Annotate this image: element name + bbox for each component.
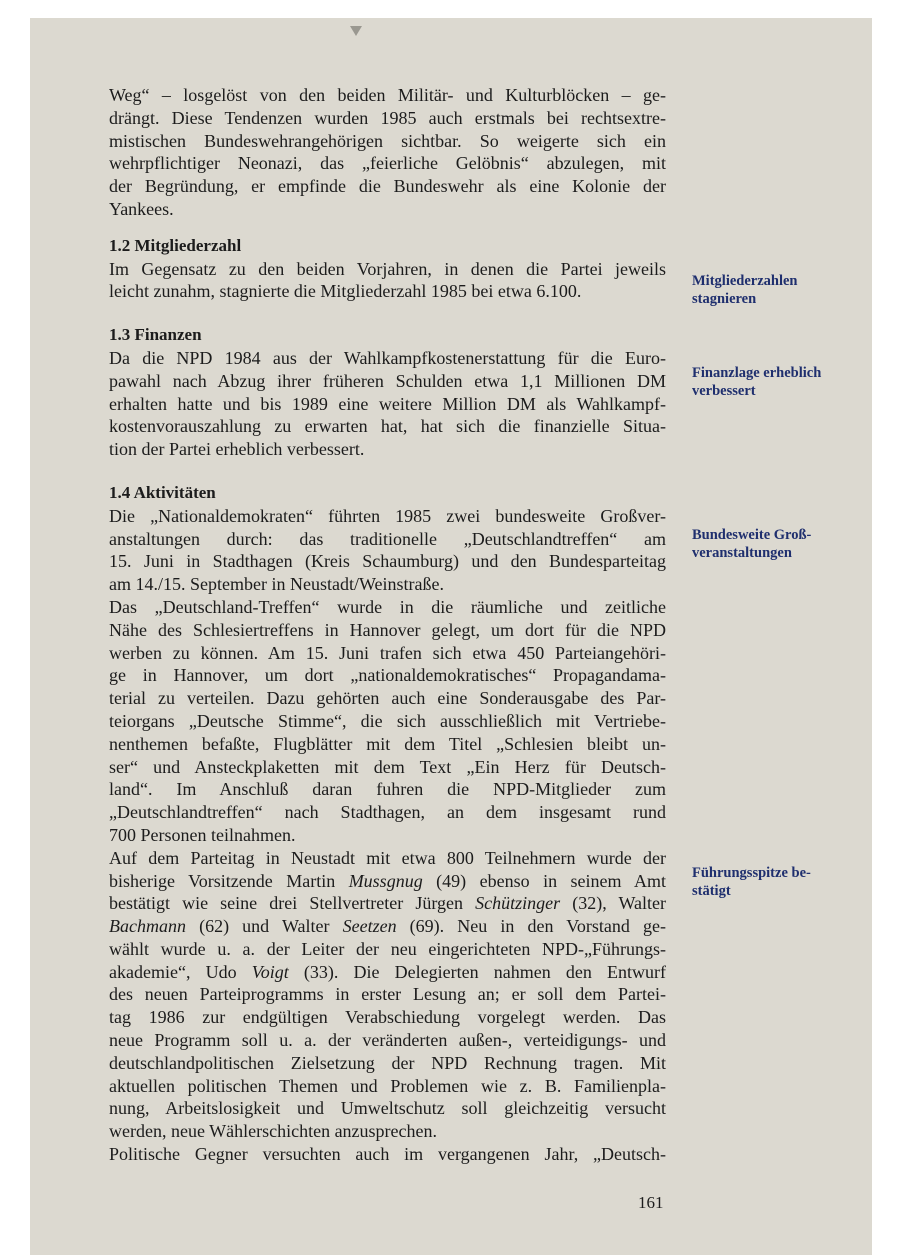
text-line: 700 Personen teilnahmen. <box>109 824 296 845</box>
page-number: 161 <box>638 1193 664 1212</box>
text-line: „Deutschlandtreffen“ nach Stadthagen, an dem insgesamt rund <box>109 802 666 823</box>
text-line: land“. Im Anschluß daran fuhren die NPD-Mitglieder zum <box>109 779 666 800</box>
text-line: Das „Deutschland-Treffen“ wurde in die räumliche und zeitliche <box>109 596 666 617</box>
person-name: Voigt <box>251 961 289 982</box>
text-line: tion der Partei erheblich verbessert. <box>109 439 365 460</box>
text-line: Nähe des Schlesiertreffens in Hannover gelegt, um dort für die NPD <box>109 619 666 640</box>
text-line: 15. Juni in Stadthagen (Kreis Schaumburg) und den Bundesparteitag <box>109 551 666 572</box>
section-title: Aktivitäten <box>133 482 216 502</box>
intro-paragraph <box>109 84 666 221</box>
text-line: Weg“ – losgelöst von den beiden Militär- und Kulturblöcken – ge- <box>109 85 666 105</box>
text-line: deutschlandpolitischen Zielsetzung der NPD Rechnung tragen. Mit <box>109 1052 666 1073</box>
text-line: aktuellen politischen Themen und Problemen wie z. B. Familienpla- <box>109 1075 666 1096</box>
section-title: Finanzen <box>134 325 202 345</box>
text-line: nung, Arbeitslosigkeit und Umweltschutz soll gleichzeitig versucht <box>109 1098 666 1119</box>
text-line: neue Programm soll u. a. der veränderten außen-, verteidigungs- und <box>109 1030 666 1051</box>
text-line: Da die NPD 1984 aus der Wahlkampfkostenerstattung für die Euro- <box>109 347 666 368</box>
text-line: leicht zunahm, stagnierte die Mitgliederzahl 1985 bei etwa 6.100. <box>109 281 582 302</box>
text-line: Bachmann (62) und Walter Seetzen (69). Neu in den Vorstand ge- <box>109 916 666 937</box>
margin-note-events: Bundesweite Groß- veranstaltungen <box>692 527 812 561</box>
text-line: wehrpflichtiger Neonazi, das „feierliche Gelöbnis“ abzulegen, mit <box>109 153 666 174</box>
margin-note-finances: Finanzlage erheblich verbessert <box>692 365 822 399</box>
section-heading <box>109 482 666 505</box>
text-line: teiorgans „Deutsche Stimme“, die sich ausschließlich mit Vertriebe- <box>109 710 666 731</box>
text-line: mistischen Bundeswehrangehörigen sichtbar. So weigerte sich ein <box>109 130 666 151</box>
section-1-4 <box>109 482 666 1166</box>
text-line: bestätigt wie seine drei Stellvertreter Jürgen Schützinger (32), Walter <box>109 893 666 914</box>
text-line: anstaltungen durch: das traditionelle „Deutschlandtreffen“ am <box>109 528 666 549</box>
text-line: nenthemen befaßte, Flugblätter mit dem Titel „Schlesien bleibt un- <box>109 733 666 754</box>
person-name: Schützinger <box>475 893 561 914</box>
section-title: Mitgliederzahl <box>134 235 242 255</box>
text-line: Yankees. <box>109 198 174 219</box>
section-number: 1.4 <box>109 482 131 502</box>
body-text <box>109 84 666 1166</box>
section-heading <box>109 235 666 258</box>
margin-note-membership: Mitgliederzahlen stagnieren <box>692 273 798 307</box>
margin-note-leadership: Führungsspitze be- stätigt <box>692 865 811 899</box>
text-line: akademie“, Udo Voigt (33). Die Delegierten nahmen den Entwurf <box>109 961 666 982</box>
fold-mark <box>350 26 362 36</box>
text-line: wählt wurde u. a. der Leiter der neu eingerichteten NPD-„Führungs- <box>109 938 666 959</box>
section-1-2 <box>109 235 666 303</box>
text-line: drängt. Diese Tendenzen wurden 1985 auch erstmals bei rechtsextre- <box>109 107 666 128</box>
person-name: Bachmann <box>109 916 186 937</box>
text-line: der Begründung, er empfinde die Bundeswehr als eine Kolonie der <box>109 176 666 197</box>
person-name: Mussgnug <box>348 870 423 891</box>
text-line: erhalten hatte und bis 1989 eine weitere Million DM als Wahlkampf- <box>109 393 666 414</box>
text-line: ge in Hannover, um dort „nationaldemokratisches“ Propagandama- <box>109 665 666 686</box>
text-line: Im Gegensatz zu den beiden Vorjahren, in denen die Partei jeweils <box>109 258 666 279</box>
person-name: Seetzen <box>342 916 397 937</box>
text-line: des neuen Parteiprogramms in erster Lesung an; er soll dem Partei- <box>109 984 666 1005</box>
text-line: werben zu können. Am 15. Juni trafen sich etwa 450 Parteiangehöri- <box>109 642 666 663</box>
text-line: ser“ und Ansteckplaketten mit dem Text „Ein Herz für Deutsch- <box>109 756 666 777</box>
text-line: am 14./15. September in Neustadt/Weinstraße. <box>109 574 444 595</box>
text-line: kostenvorauszahlung zu erwarten hat, hat sich die finanzielle Situa- <box>109 416 666 437</box>
text-line: tag 1986 zur endgültigen Verabschiedung vorgelegt werden. Das <box>109 1007 666 1028</box>
section-number: 1.2 <box>109 235 131 255</box>
section-1-3 <box>109 324 666 461</box>
text-line: terial zu verteilen. Dazu gehörten auch eine Sonderausgabe des Par- <box>109 688 666 709</box>
text-line: Auf dem Parteitag in Neustadt mit etwa 800 Teilnehmern wurde der <box>109 847 666 868</box>
text-line: bisherige Vorsitzende Martin Mussgnug (49) ebenso in seinem Amt <box>109 870 666 891</box>
section-heading <box>109 324 666 347</box>
text-line: pawahl nach Abzug ihrer früheren Schulden etwa 1,1 Millionen DM <box>109 370 666 391</box>
text-line: Die „Nationaldemokraten“ führten 1985 zwei bundesweite Großver- <box>109 505 666 526</box>
text-line: Politische Gegner versuchten auch im vergangenen Jahr, „Deutsch- <box>109 1144 666 1165</box>
text-line: werden, neue Wählerschichten anzusprechen. <box>109 1121 438 1142</box>
section-number: 1.3 <box>109 325 131 345</box>
